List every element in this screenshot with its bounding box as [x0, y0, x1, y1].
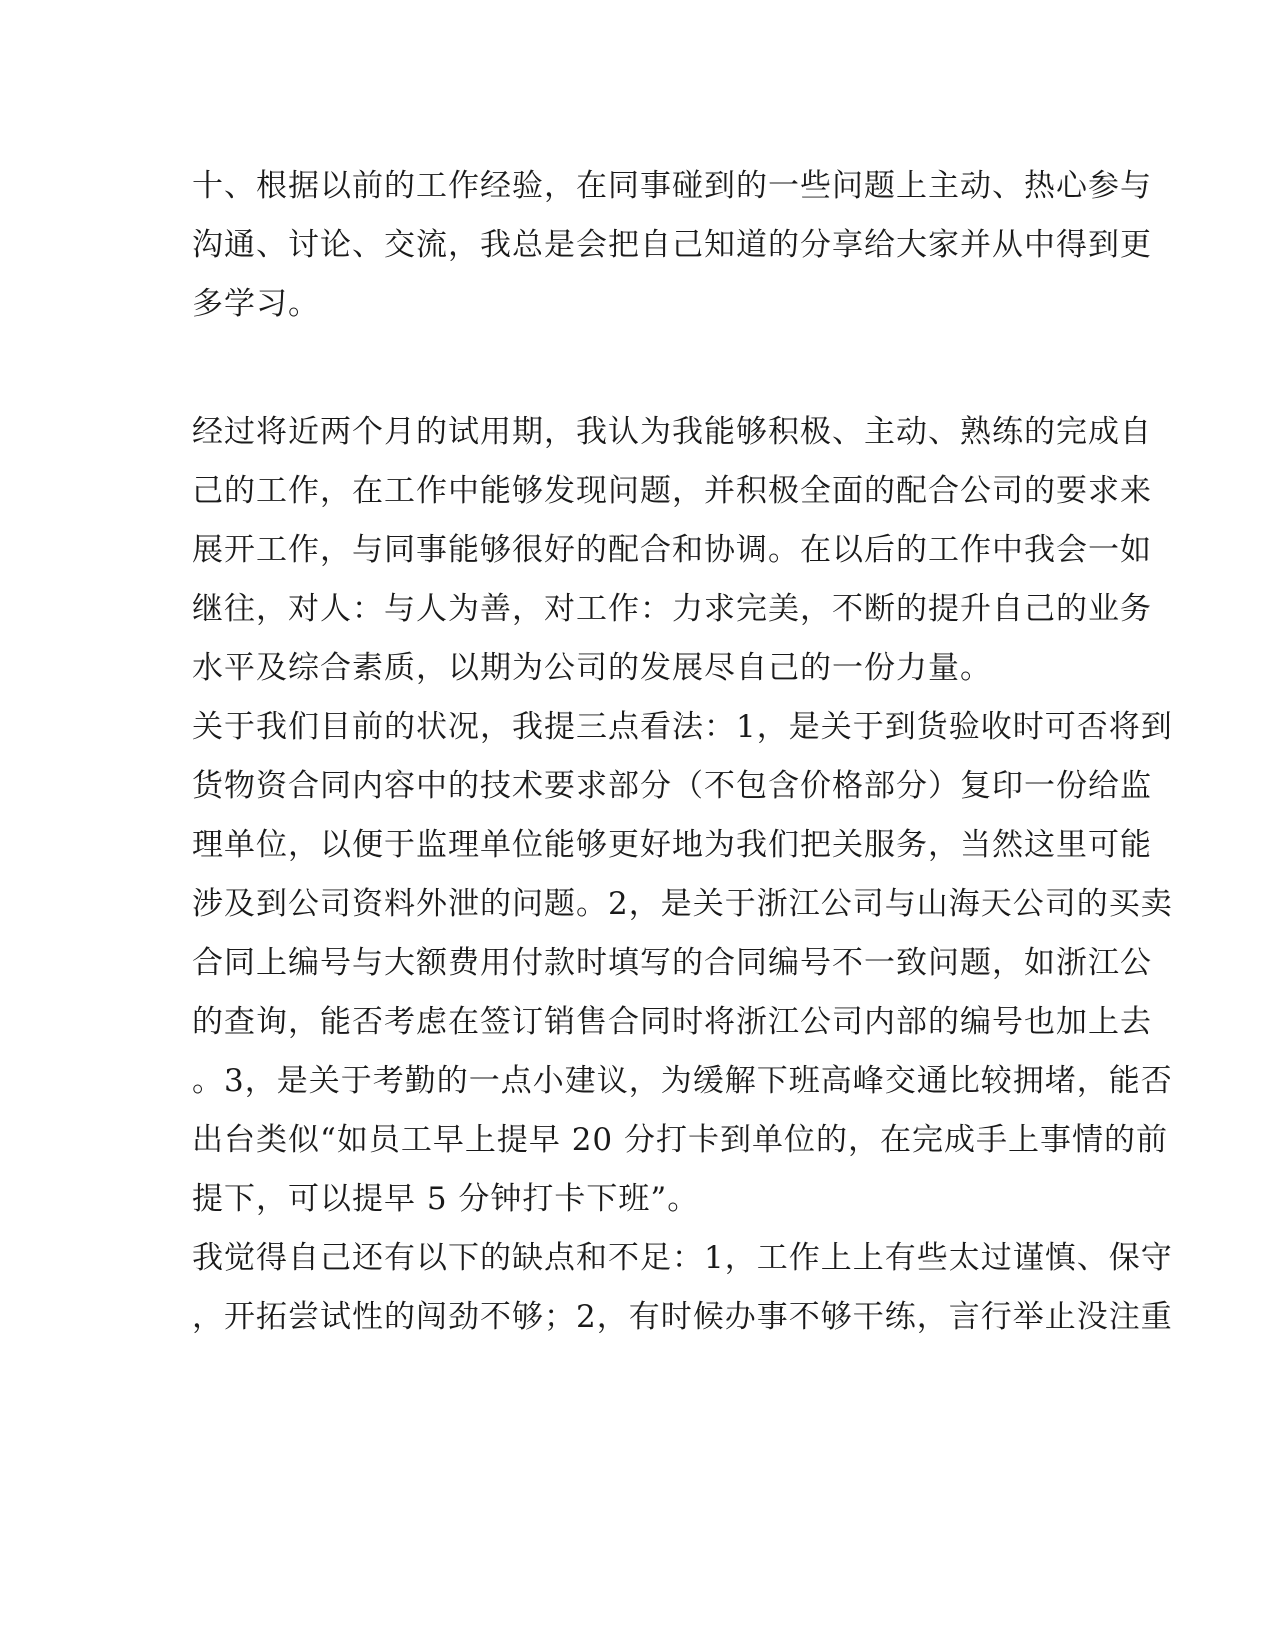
- text-line: 货物资合同内容中的技术要求部分（不包含价格部分）复印一份给监: [192, 768, 1152, 804]
- text-line: 沟通、讨论、交流，我总是会把自己知道的分享给大家并从中得到更: [192, 227, 1152, 263]
- text-line: 合同上编号与大额费用付款时填写的合同编号不一致问题，如浙江公: [192, 945, 1152, 981]
- text-line: 继往，对人：与人为善，对工作：力求完美，不断的提升自己的业务: [192, 591, 1152, 627]
- text-line: 经过将近两个月的试用期，我认为我能够积极、主动、熟练的完成自: [192, 414, 1152, 450]
- text-line: 多学习。: [192, 286, 320, 322]
- text-line: 提下，可以提早 5 分钟打卡下班”。: [192, 1181, 700, 1217]
- text-line: ，开拓尝试性的闯劲不够；2，有时候办事不够干练，言行举止没注重: [192, 1299, 1173, 1335]
- text-line: 关于我们目前的状况，我提三点看法：1，是关于到货验收时可否将到: [192, 709, 1173, 745]
- text-line: 十、根据以前的工作经验，在同事碰到的一些问题上主动、热心参与: [192, 168, 1152, 204]
- text-line: 展开工作，与同事能够很好的配合和协调。在以后的工作中我会一如: [192, 532, 1152, 568]
- text-line: 的查询，能否考虑在签订销售合同时将浙江公司内部的编号也加上去: [192, 1004, 1152, 1040]
- text-line: 己的工作，在工作中能够发现问题，并积极全面的配合公司的要求来: [192, 473, 1152, 509]
- text-line: 理单位，以便于监理单位能够更好地为我们把关服务，当然这里可能: [192, 827, 1152, 863]
- text-line: 我觉得自己还有以下的缺点和不足：1，工作上上有些太过谨慎、保守: [192, 1240, 1173, 1276]
- text-line: 水平及综合素质，以期为公司的发展尽自己的一份力量。: [192, 650, 992, 686]
- text-line: 。3，是关于考勤的一点小建议，为缓解下班高峰交通比较拥堵，能否: [192, 1063, 1173, 1099]
- text-line: 出台类似“如员工早上提早 20 分打卡到单位的，在完成手上事情的前: [192, 1122, 1168, 1158]
- text-line: 涉及到公司资料外泄的问题。2，是关于浙江公司与山海天公司的买卖: [192, 886, 1173, 922]
